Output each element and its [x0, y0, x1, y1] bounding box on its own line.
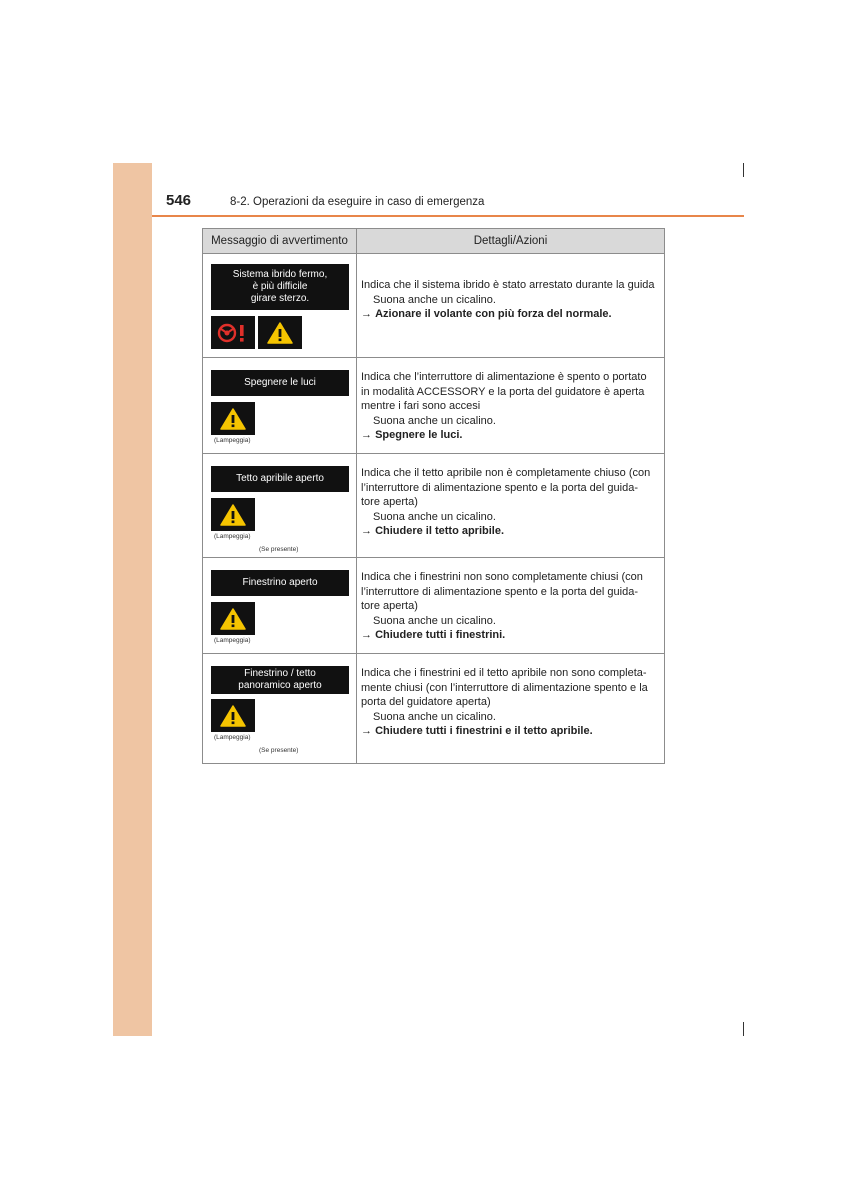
arrow-icon: → [361, 525, 372, 537]
message-line: Finestrino aperto [242, 577, 318, 588]
arrow-icon: → [361, 725, 372, 737]
action-text: Chiudere tutti i finestrini e il tetto apribile. [375, 725, 593, 737]
detail-line: porta del guidatore aperta) [361, 696, 491, 708]
message-display [211, 666, 349, 694]
detail-line: mente chiusi (con l’interruttore di alimentazione spento e la [361, 681, 648, 694]
detail-line: tore aperta) [361, 600, 418, 612]
message-display [211, 570, 349, 596]
message-display [211, 370, 349, 396]
message-cell [203, 558, 357, 654]
table-row [203, 358, 665, 454]
beep-note: Suona anche un cicalino. [373, 710, 496, 723]
message-cell [203, 454, 357, 558]
message-line: Sistema ibrido fermo, [232, 269, 328, 280]
beep-note: Suona anche un cicalino. [373, 293, 496, 306]
table-row [203, 454, 665, 558]
warning-triangle-icon [211, 602, 255, 635]
arrow-icon: → [361, 629, 372, 641]
details-cell [357, 558, 665, 654]
message-line: Finestrino / tetto [244, 668, 316, 679]
column-header-message: Messaggio di avvertimento [203, 229, 357, 254]
flashing-note: (Lampeggia) [214, 637, 251, 644]
table-row [203, 654, 665, 764]
crop-mark-bottom [743, 1022, 744, 1036]
message-line: Spegnere le luci [244, 377, 316, 388]
header-rule [152, 215, 744, 217]
table-row [203, 558, 665, 654]
section-title: 8-2. Operazioni da eseguire in caso di emergenza [230, 196, 485, 208]
detail-line: mentre i fari sono accesi [361, 400, 481, 412]
table-row [203, 254, 665, 358]
detail-line: tore aperta) [361, 496, 418, 508]
details-cell [357, 454, 665, 558]
detail-line: l’interruttore di alimentazione spento e la porta del guida- [361, 481, 638, 494]
detail-line: Indica che i finestrini non sono completamente chiusi (con [361, 571, 643, 583]
page-number: 546 [166, 192, 192, 209]
detail-line: l’interruttore di alimentazione spento e la porta del guida- [361, 585, 638, 598]
details-cell [357, 358, 665, 454]
detail-line: Indica che l’interruttore di alimentazione è spento o portato [361, 371, 647, 383]
detail-line: Indica che i finestrini ed il tetto apribile non sono completa- [361, 667, 647, 679]
action-text: Azionare il volante con più forza del normale. [375, 308, 612, 320]
details-cell [357, 654, 665, 764]
warning-triangle-icon [211, 402, 255, 435]
message-line: è più difficile [252, 281, 308, 292]
message-cell [203, 358, 357, 454]
detail-line: Indica che il sistema ibrido è stato arrestato durante la guida [361, 279, 655, 291]
warning-table [202, 228, 665, 764]
table-header-row [203, 229, 665, 254]
if-present-note: (Se presente) [259, 747, 299, 754]
action-text: Spegnere le luci. [375, 429, 463, 441]
warning-triangle-icon [258, 316, 302, 349]
flashing-note: (Lampeggia) [214, 734, 251, 741]
arrow-icon: → [361, 308, 372, 320]
if-present-note: (Se presente) [259, 546, 299, 553]
message-display [211, 264, 349, 310]
message-line: girare sterzo. [250, 293, 310, 304]
action-text: Chiudere il tetto apribile. [375, 525, 505, 537]
detail-line: Indica che il tetto apribile non è completamente chiuso (con [361, 467, 651, 479]
arrow-icon: → [361, 429, 372, 441]
chapter-side-tab [113, 163, 152, 1036]
message-cell [203, 654, 357, 764]
message-display [211, 466, 349, 492]
column-header-details: Dettagli/Azioni [357, 229, 665, 254]
message-cell [203, 254, 357, 358]
flashing-note: (Lampeggia) [214, 533, 251, 540]
beep-note: Suona anche un cicalino. [373, 414, 496, 427]
warning-triangle-icon [211, 699, 255, 732]
beep-note: Suona anche un cicalino. [373, 510, 496, 523]
action-text: Chiudere tutti i finestrini. [375, 629, 506, 641]
crop-mark-top [743, 163, 744, 177]
message-line: panoramico aperto [238, 680, 322, 691]
beep-note: Suona anche un cicalino. [373, 614, 496, 627]
details-cell [357, 254, 665, 358]
message-line: Tetto apribile aperto [236, 473, 324, 484]
steering-warning-icon [211, 316, 255, 349]
flashing-note: (Lampeggia) [214, 437, 251, 444]
warning-triangle-icon [211, 498, 255, 531]
detail-line: in modalità ACCESSORY e la porta del guidatore è aperta [361, 385, 645, 398]
